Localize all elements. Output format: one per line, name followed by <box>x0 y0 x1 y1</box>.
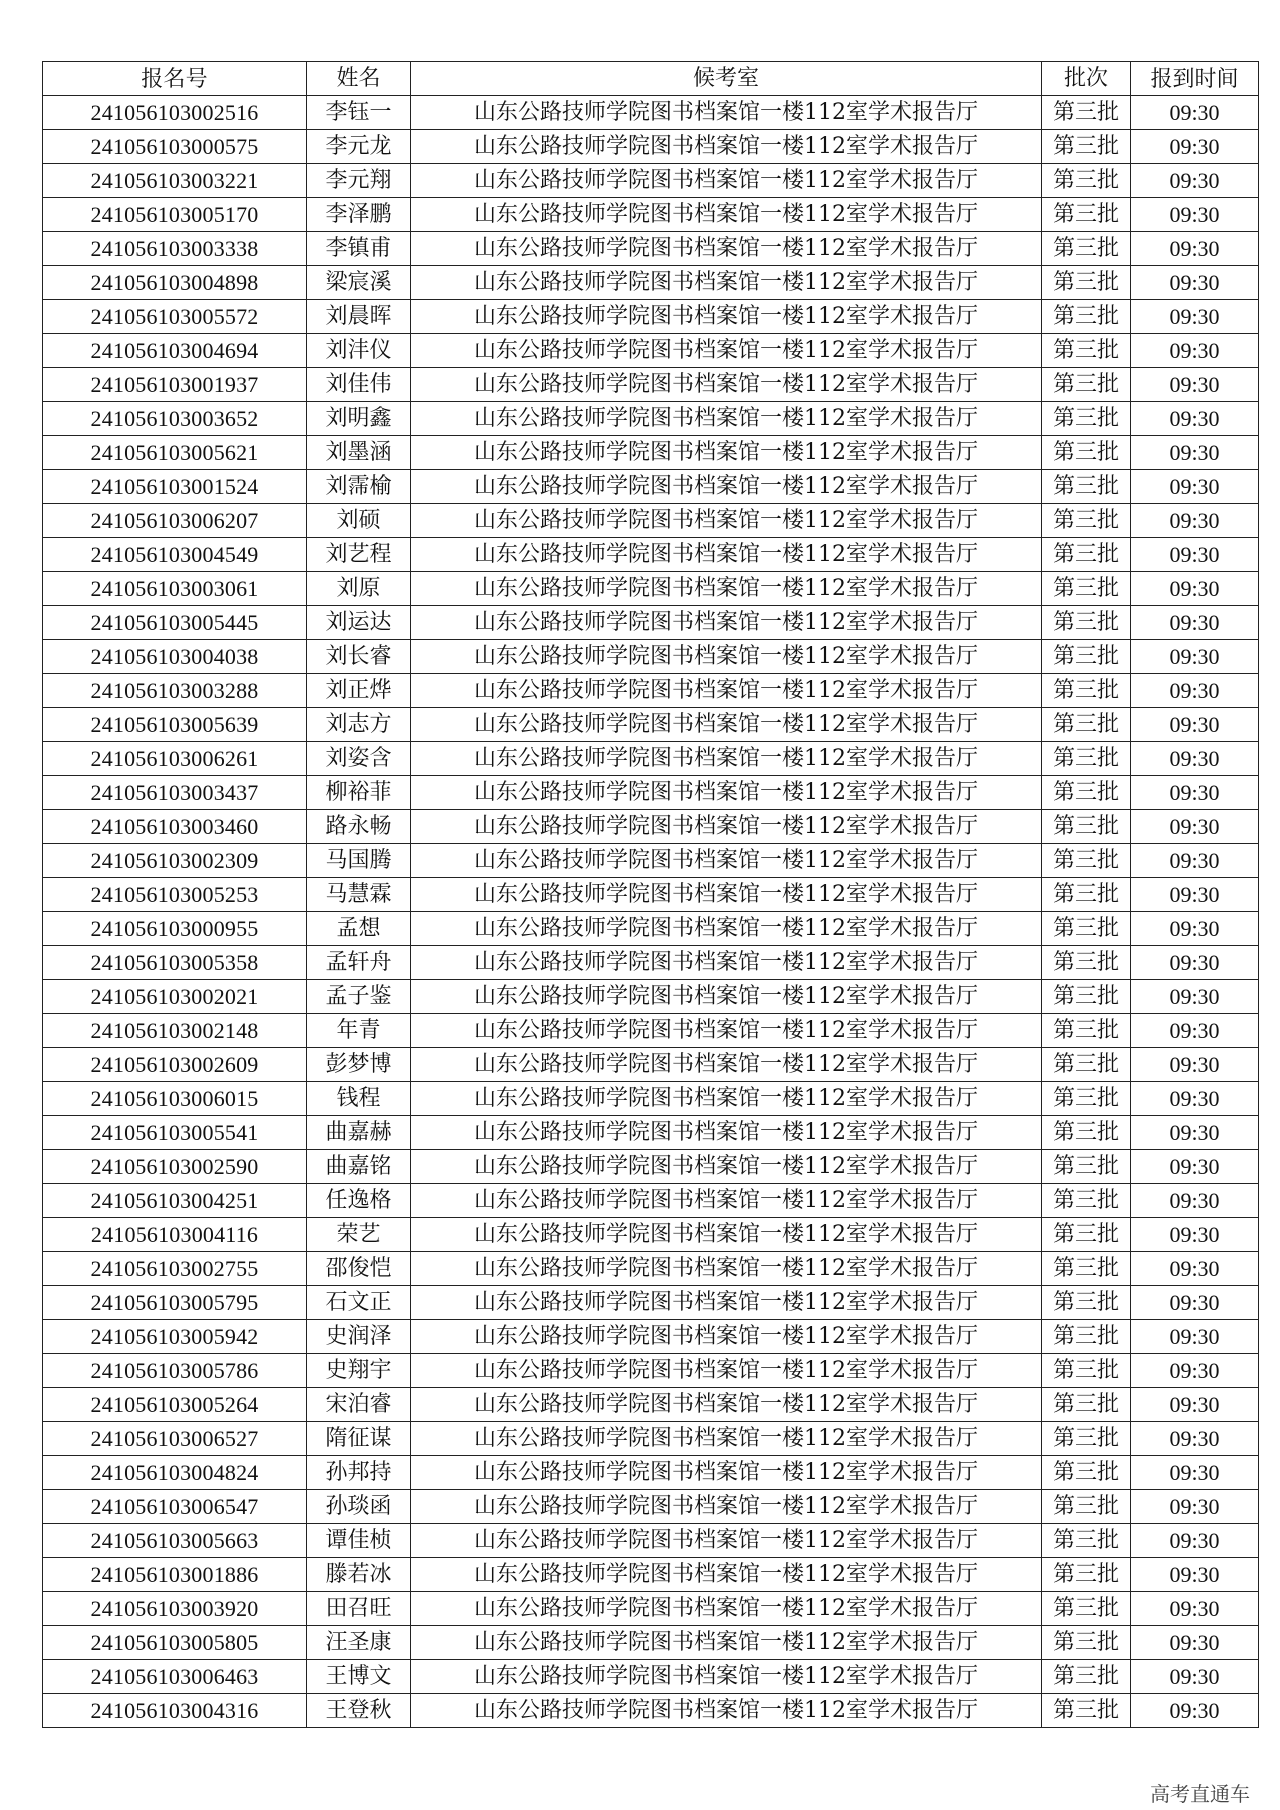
check-in-time-cell: 09:30 <box>1131 96 1259 130</box>
table-row <box>43 232 1259 266</box>
waiting-room-cell: 山东公路技师学院图书档案馆一楼112室学术报告厅 <box>411 844 1042 878</box>
batch-cell: 第三批 <box>1042 640 1131 674</box>
registration-number-cell: 241056103004824 <box>43 1456 307 1490</box>
waiting-room-cell: 山东公路技师学院图书档案馆一楼112室学术报告厅 <box>411 1388 1042 1422</box>
waiting-room-cell: 山东公路技师学院图书档案馆一楼112室学术报告厅 <box>411 1694 1042 1728</box>
batch-cell: 第三批 <box>1042 946 1131 980</box>
batch-cell: 第三批 <box>1042 912 1131 946</box>
batch-cell: 第三批 <box>1042 1660 1131 1694</box>
registration-number-cell: 241056103003338 <box>43 232 307 266</box>
name-cell: 刘姿含 <box>307 742 411 776</box>
name-cell: 任逸格 <box>307 1184 411 1218</box>
table-row <box>43 1626 1259 1660</box>
waiting-room-cell: 山东公路技师学院图书档案馆一楼112室学术报告厅 <box>411 1660 1042 1694</box>
waiting-room-cell: 山东公路技师学院图书档案馆一楼112室学术报告厅 <box>411 1048 1042 1082</box>
registration-number-cell: 241056103000955 <box>43 912 307 946</box>
table-row <box>43 1252 1259 1286</box>
name-cell: 李泽鹏 <box>307 198 411 232</box>
table-row <box>43 946 1259 980</box>
name-cell: 梁宸溪 <box>307 266 411 300</box>
batch-cell: 第三批 <box>1042 980 1131 1014</box>
batch-cell: 第三批 <box>1042 1048 1131 1082</box>
registration-number-cell: 241056103000575 <box>43 130 307 164</box>
table-row <box>43 334 1259 368</box>
registration-number-cell: 241056103005786 <box>43 1354 307 1388</box>
registration-number-cell: 241056103004038 <box>43 640 307 674</box>
check-in-time-cell: 09:30 <box>1131 1184 1259 1218</box>
registration-number-cell: 241056103002590 <box>43 1150 307 1184</box>
waiting-room-cell: 山东公路技师学院图书档案馆一楼112室学术报告厅 <box>411 402 1042 436</box>
check-in-time-cell: 09:30 <box>1131 1524 1259 1558</box>
check-in-time-cell: 09:30 <box>1131 164 1259 198</box>
table-row <box>43 1490 1259 1524</box>
name-cell: 邵俊恺 <box>307 1252 411 1286</box>
batch-cell: 第三批 <box>1042 538 1131 572</box>
batch-cell: 第三批 <box>1042 572 1131 606</box>
check-in-time-cell: 09:30 <box>1131 1592 1259 1626</box>
batch-cell: 第三批 <box>1042 1082 1131 1116</box>
batch-cell: 第三批 <box>1042 198 1131 232</box>
waiting-room-cell: 山东公路技师学院图书档案馆一楼112室学术报告厅 <box>411 1252 1042 1286</box>
batch-cell: 第三批 <box>1042 96 1131 130</box>
check-in-time-cell: 09:30 <box>1131 470 1259 504</box>
name-cell: 刘志方 <box>307 708 411 742</box>
registration-number-cell: 241056103003652 <box>43 402 307 436</box>
name-cell: 柳裕菲 <box>307 776 411 810</box>
table-row <box>43 742 1259 776</box>
batch-cell: 第三批 <box>1042 810 1131 844</box>
waiting-room-cell: 山东公路技师学院图书档案馆一楼112室学术报告厅 <box>411 1320 1042 1354</box>
name-cell: 李钰一 <box>307 96 411 130</box>
table-row <box>43 1082 1259 1116</box>
check-in-time-cell: 09:30 <box>1131 946 1259 980</box>
check-in-time-cell: 09:30 <box>1131 1626 1259 1660</box>
registration-number-cell: 241056103003460 <box>43 810 307 844</box>
registration-number-cell: 241056103004116 <box>43 1218 307 1252</box>
waiting-room-cell: 山东公路技师学院图书档案馆一楼112室学术报告厅 <box>411 538 1042 572</box>
check-in-time-cell: 09:30 <box>1131 1320 1259 1354</box>
batch-cell: 第三批 <box>1042 1116 1131 1150</box>
batch-cell: 第三批 <box>1042 334 1131 368</box>
batch-cell: 第三批 <box>1042 674 1131 708</box>
check-in-time-cell: 09:30 <box>1131 1660 1259 1694</box>
check-in-time-cell: 09:30 <box>1131 742 1259 776</box>
check-in-time-cell: 09:30 <box>1131 572 1259 606</box>
table-row <box>43 844 1259 878</box>
batch-cell: 第三批 <box>1042 130 1131 164</box>
registration-number-cell: 241056103004694 <box>43 334 307 368</box>
registration-number-cell: 241056103006527 <box>43 1422 307 1456</box>
name-cell: 刘运达 <box>307 606 411 640</box>
name-cell: 刘长睿 <box>307 640 411 674</box>
check-in-time-cell: 09:30 <box>1131 674 1259 708</box>
waiting-room-cell: 山东公路技师学院图书档案馆一楼112室学术报告厅 <box>411 946 1042 980</box>
waiting-room-cell: 山东公路技师学院图书档案馆一楼112室学术报告厅 <box>411 1116 1042 1150</box>
registration-number-cell: 241056103005572 <box>43 300 307 334</box>
table-row <box>43 878 1259 912</box>
table-row <box>43 368 1259 402</box>
name-cell: 李元翔 <box>307 164 411 198</box>
registration-number-cell: 241056103003061 <box>43 572 307 606</box>
check-in-time-cell: 09:30 <box>1131 810 1259 844</box>
batch-cell: 第三批 <box>1042 1490 1131 1524</box>
check-in-time-cell: 09:30 <box>1131 1014 1259 1048</box>
registration-number-cell: 241056103002609 <box>43 1048 307 1082</box>
name-cell: 刘沣仪 <box>307 334 411 368</box>
name-cell: 刘佳伟 <box>307 368 411 402</box>
check-in-time-cell: 09:30 <box>1131 1694 1259 1728</box>
registration-number-cell: 241056103006463 <box>43 1660 307 1694</box>
batch-cell: 第三批 <box>1042 436 1131 470</box>
table-row <box>43 1184 1259 1218</box>
name-cell: 曲嘉赫 <box>307 1116 411 1150</box>
table-row <box>43 606 1259 640</box>
registration-number-cell: 241056103006261 <box>43 742 307 776</box>
waiting-room-cell: 山东公路技师学院图书档案馆一楼112室学术报告厅 <box>411 980 1042 1014</box>
waiting-room-cell: 山东公路技师学院图书档案馆一楼112室学术报告厅 <box>411 1558 1042 1592</box>
header-batch: 批次 <box>1042 62 1131 96</box>
waiting-room-cell: 山东公路技师学院图书档案馆一楼112室学术报告厅 <box>411 436 1042 470</box>
name-cell: 史翔宇 <box>307 1354 411 1388</box>
registration-number-cell: 241056103003221 <box>43 164 307 198</box>
batch-cell: 第三批 <box>1042 266 1131 300</box>
waiting-room-cell: 山东公路技师学院图书档案馆一楼112室学术报告厅 <box>411 96 1042 130</box>
header-registration-number: 报名号 <box>43 62 307 96</box>
check-in-time-cell: 09:30 <box>1131 198 1259 232</box>
table-row <box>43 266 1259 300</box>
table-row <box>43 1320 1259 1354</box>
table-row <box>43 1014 1259 1048</box>
table-row <box>43 1592 1259 1626</box>
check-in-time-cell: 09:30 <box>1131 1354 1259 1388</box>
table-row <box>43 1660 1259 1694</box>
batch-cell: 第三批 <box>1042 1694 1131 1728</box>
check-in-time-cell: 09:30 <box>1131 1558 1259 1592</box>
header-waiting-room: 候考室 <box>411 62 1042 96</box>
waiting-room-cell: 山东公路技师学院图书档案馆一楼112室学术报告厅 <box>411 504 1042 538</box>
check-in-time-cell: 09:30 <box>1131 640 1259 674</box>
candidate-table <box>42 61 1259 1728</box>
registration-number-cell: 241056103005639 <box>43 708 307 742</box>
waiting-room-cell: 山东公路技师学院图书档案馆一楼112室学术报告厅 <box>411 198 1042 232</box>
check-in-time-cell: 09:30 <box>1131 1048 1259 1082</box>
batch-cell: 第三批 <box>1042 1456 1131 1490</box>
waiting-room-cell: 山东公路技师学院图书档案馆一楼112室学术报告厅 <box>411 300 1042 334</box>
batch-cell: 第三批 <box>1042 1388 1131 1422</box>
check-in-time-cell: 09:30 <box>1131 130 1259 164</box>
batch-cell: 第三批 <box>1042 878 1131 912</box>
name-cell: 田召旺 <box>307 1592 411 1626</box>
waiting-room-cell: 山东公路技师学院图书档案馆一楼112室学术报告厅 <box>411 878 1042 912</box>
waiting-room-cell: 山东公路技师学院图书档案馆一楼112室学术报告厅 <box>411 232 1042 266</box>
check-in-time-cell: 09:30 <box>1131 334 1259 368</box>
header-check-in-time: 报到时间 <box>1131 62 1259 96</box>
name-cell: 李镇甫 <box>307 232 411 266</box>
name-cell: 宋泊睿 <box>307 1388 411 1422</box>
batch-cell: 第三批 <box>1042 1218 1131 1252</box>
waiting-room-cell: 山东公路技师学院图书档案馆一楼112室学术报告厅 <box>411 1626 1042 1660</box>
name-cell: 王登秋 <box>307 1694 411 1728</box>
table-row <box>43 1456 1259 1490</box>
registration-number-cell: 241056103005264 <box>43 1388 307 1422</box>
registration-number-cell: 241056103002021 <box>43 980 307 1014</box>
waiting-room-cell: 山东公路技师学院图书档案馆一楼112室学术报告厅 <box>411 572 1042 606</box>
registration-number-cell: 241056103002755 <box>43 1252 307 1286</box>
waiting-room-cell: 山东公路技师学院图书档案馆一楼112室学术报告厅 <box>411 674 1042 708</box>
table-row <box>43 1388 1259 1422</box>
batch-cell: 第三批 <box>1042 470 1131 504</box>
check-in-time-cell: 09:30 <box>1131 708 1259 742</box>
registration-number-cell: 241056103002516 <box>43 96 307 130</box>
name-cell: 彭梦博 <box>307 1048 411 1082</box>
registration-number-cell: 241056103005942 <box>43 1320 307 1354</box>
table-row <box>43 96 1259 130</box>
table-row <box>43 1218 1259 1252</box>
waiting-room-cell: 山东公路技师学院图书档案馆一楼112室学术报告厅 <box>411 1490 1042 1524</box>
name-cell: 孙邦持 <box>307 1456 411 1490</box>
name-cell: 孙琰函 <box>307 1490 411 1524</box>
check-in-time-cell: 09:30 <box>1131 1286 1259 1320</box>
batch-cell: 第三批 <box>1042 368 1131 402</box>
table-row <box>43 1354 1259 1388</box>
batch-cell: 第三批 <box>1042 1626 1131 1660</box>
batch-cell: 第三批 <box>1042 606 1131 640</box>
waiting-room-cell: 山东公路技师学院图书档案馆一楼112室学术报告厅 <box>411 1354 1042 1388</box>
table-row <box>43 1524 1259 1558</box>
check-in-time-cell: 09:30 <box>1131 1456 1259 1490</box>
name-cell: 石文正 <box>307 1286 411 1320</box>
check-in-time-cell: 09:30 <box>1131 844 1259 878</box>
check-in-time-cell: 09:30 <box>1131 1422 1259 1456</box>
name-cell: 李元龙 <box>307 130 411 164</box>
name-cell: 刘墨涵 <box>307 436 411 470</box>
batch-cell: 第三批 <box>1042 1184 1131 1218</box>
name-cell: 孟子鉴 <box>307 980 411 1014</box>
watermark-text: 高考直通车 <box>1150 1782 1250 1806</box>
table-row <box>43 198 1259 232</box>
check-in-time-cell: 09:30 <box>1131 538 1259 572</box>
name-cell: 王博文 <box>307 1660 411 1694</box>
batch-cell: 第三批 <box>1042 1422 1131 1456</box>
registration-number-cell: 241056103005445 <box>43 606 307 640</box>
batch-cell: 第三批 <box>1042 300 1131 334</box>
table-row <box>43 776 1259 810</box>
waiting-room-cell: 山东公路技师学院图书档案馆一楼112室学术报告厅 <box>411 742 1042 776</box>
batch-cell: 第三批 <box>1042 232 1131 266</box>
waiting-room-cell: 山东公路技师学院图书档案馆一楼112室学术报告厅 <box>411 1218 1042 1252</box>
waiting-room-cell: 山东公路技师学院图书档案馆一楼112室学术报告厅 <box>411 1524 1042 1558</box>
check-in-time-cell: 09:30 <box>1131 504 1259 538</box>
batch-cell: 第三批 <box>1042 844 1131 878</box>
waiting-room-cell: 山东公路技师学院图书档案馆一楼112室学术报告厅 <box>411 606 1042 640</box>
registration-number-cell: 241056103004251 <box>43 1184 307 1218</box>
check-in-time-cell: 09:30 <box>1131 300 1259 334</box>
table-row <box>43 912 1259 946</box>
name-cell: 刘霈榆 <box>307 470 411 504</box>
table-row <box>43 1150 1259 1184</box>
table-row <box>43 980 1259 1014</box>
table-row <box>43 1116 1259 1150</box>
registration-number-cell: 241056103006547 <box>43 1490 307 1524</box>
registration-number-cell: 241056103006207 <box>43 504 307 538</box>
name-cell: 曲嘉铭 <box>307 1150 411 1184</box>
waiting-room-cell: 山东公路技师学院图书档案馆一楼112室学术报告厅 <box>411 1014 1042 1048</box>
table-body <box>43 96 1259 1728</box>
waiting-room-cell: 山东公路技师学院图书档案馆一楼112室学术报告厅 <box>411 1422 1042 1456</box>
header-name: 姓名 <box>307 62 411 96</box>
batch-cell: 第三批 <box>1042 1150 1131 1184</box>
table-row <box>43 674 1259 708</box>
table-row <box>43 1422 1259 1456</box>
registration-number-cell: 241056103005663 <box>43 1524 307 1558</box>
check-in-time-cell: 09:30 <box>1131 232 1259 266</box>
batch-cell: 第三批 <box>1042 1320 1131 1354</box>
table-row <box>43 436 1259 470</box>
table-row <box>43 538 1259 572</box>
registration-number-cell: 241056103004898 <box>43 266 307 300</box>
waiting-room-cell: 山东公路技师学院图书档案馆一楼112室学术报告厅 <box>411 1592 1042 1626</box>
name-cell: 隋征谋 <box>307 1422 411 1456</box>
check-in-time-cell: 09:30 <box>1131 606 1259 640</box>
waiting-room-cell: 山东公路技师学院图书档案馆一楼112室学术报告厅 <box>411 708 1042 742</box>
batch-cell: 第三批 <box>1042 1354 1131 1388</box>
batch-cell: 第三批 <box>1042 164 1131 198</box>
batch-cell: 第三批 <box>1042 402 1131 436</box>
check-in-time-cell: 09:30 <box>1131 266 1259 300</box>
registration-number-cell: 241056103005358 <box>43 946 307 980</box>
check-in-time-cell: 09:30 <box>1131 402 1259 436</box>
table-row <box>43 1048 1259 1082</box>
waiting-room-cell: 山东公路技师学院图书档案馆一楼112室学术报告厅 <box>411 164 1042 198</box>
batch-cell: 第三批 <box>1042 1286 1131 1320</box>
batch-cell: 第三批 <box>1042 1252 1131 1286</box>
registration-number-cell: 241056103001937 <box>43 368 307 402</box>
registration-number-cell: 241056103001524 <box>43 470 307 504</box>
waiting-room-cell: 山东公路技师学院图书档案馆一楼112室学术报告厅 <box>411 776 1042 810</box>
table-row <box>43 504 1259 538</box>
table-row <box>43 640 1259 674</box>
check-in-time-cell: 09:30 <box>1131 436 1259 470</box>
check-in-time-cell: 09:30 <box>1131 912 1259 946</box>
batch-cell: 第三批 <box>1042 1524 1131 1558</box>
waiting-room-cell: 山东公路技师学院图书档案馆一楼112室学术报告厅 <box>411 1082 1042 1116</box>
table-row <box>43 810 1259 844</box>
name-cell: 刘原 <box>307 572 411 606</box>
waiting-room-cell: 山东公路技师学院图书档案馆一楼112室学术报告厅 <box>411 266 1042 300</box>
check-in-time-cell: 09:30 <box>1131 878 1259 912</box>
table-row <box>43 1558 1259 1592</box>
batch-cell: 第三批 <box>1042 1558 1131 1592</box>
registration-number-cell: 241056103005795 <box>43 1286 307 1320</box>
registration-number-cell: 241056103006015 <box>43 1082 307 1116</box>
check-in-time-cell: 09:30 <box>1131 1082 1259 1116</box>
table-row <box>43 1694 1259 1728</box>
check-in-time-cell: 09:30 <box>1131 980 1259 1014</box>
table-row <box>43 300 1259 334</box>
table-row <box>43 402 1259 436</box>
check-in-time-cell: 09:30 <box>1131 776 1259 810</box>
name-cell: 汪圣康 <box>307 1626 411 1660</box>
name-cell: 马慧霖 <box>307 878 411 912</box>
check-in-time-cell: 09:30 <box>1131 1218 1259 1252</box>
waiting-room-cell: 山东公路技师学院图书档案馆一楼112室学术报告厅 <box>411 1184 1042 1218</box>
waiting-room-cell: 山东公路技师学院图书档案馆一楼112室学术报告厅 <box>411 912 1042 946</box>
waiting-room-cell: 山东公路技师学院图书档案馆一楼112室学术报告厅 <box>411 334 1042 368</box>
batch-cell: 第三批 <box>1042 708 1131 742</box>
waiting-room-cell: 山东公路技师学院图书档案馆一楼112室学术报告厅 <box>411 640 1042 674</box>
batch-cell: 第三批 <box>1042 504 1131 538</box>
check-in-time-cell: 09:30 <box>1131 1490 1259 1524</box>
table-row <box>43 1286 1259 1320</box>
name-cell: 刘晨晖 <box>307 300 411 334</box>
registration-number-cell: 241056103005541 <box>43 1116 307 1150</box>
name-cell: 刘明鑫 <box>307 402 411 436</box>
waiting-room-cell: 山东公路技师学院图书档案馆一楼112室学术报告厅 <box>411 130 1042 164</box>
name-cell: 年青 <box>307 1014 411 1048</box>
registration-number-cell: 241056103005253 <box>43 878 307 912</box>
registration-number-cell: 241056103004549 <box>43 538 307 572</box>
table-row <box>43 708 1259 742</box>
check-in-time-cell: 09:30 <box>1131 1252 1259 1286</box>
registration-number-cell: 241056103003920 <box>43 1592 307 1626</box>
registration-number-cell: 241056103005170 <box>43 198 307 232</box>
waiting-room-cell: 山东公路技师学院图书档案馆一楼112室学术报告厅 <box>411 368 1042 402</box>
registration-number-cell: 241056103005621 <box>43 436 307 470</box>
table-row <box>43 130 1259 164</box>
table-row <box>43 572 1259 606</box>
name-cell: 滕若冰 <box>307 1558 411 1592</box>
name-cell: 马国腾 <box>307 844 411 878</box>
waiting-room-cell: 山东公路技师学院图书档案馆一楼112室学术报告厅 <box>411 470 1042 504</box>
name-cell: 孟轩舟 <box>307 946 411 980</box>
batch-cell: 第三批 <box>1042 1592 1131 1626</box>
waiting-room-cell: 山东公路技师学院图书档案馆一楼112室学术报告厅 <box>411 810 1042 844</box>
table-row <box>43 164 1259 198</box>
waiting-room-cell: 山东公路技师学院图书档案馆一楼112室学术报告厅 <box>411 1456 1042 1490</box>
check-in-time-cell: 09:30 <box>1131 1388 1259 1422</box>
name-cell: 刘硕 <box>307 504 411 538</box>
name-cell: 钱程 <box>307 1082 411 1116</box>
batch-cell: 第三批 <box>1042 1014 1131 1048</box>
registration-number-cell: 241056103005805 <box>43 1626 307 1660</box>
name-cell: 史润泽 <box>307 1320 411 1354</box>
name-cell: 刘艺程 <box>307 538 411 572</box>
check-in-time-cell: 09:30 <box>1131 1150 1259 1184</box>
name-cell: 谭佳桢 <box>307 1524 411 1558</box>
registration-number-cell: 241056103003288 <box>43 674 307 708</box>
name-cell: 路永畅 <box>307 810 411 844</box>
check-in-time-cell: 09:30 <box>1131 1116 1259 1150</box>
batch-cell: 第三批 <box>1042 776 1131 810</box>
waiting-room-cell: 山东公路技师学院图书档案馆一楼112室学术报告厅 <box>411 1286 1042 1320</box>
check-in-time-cell: 09:30 <box>1131 368 1259 402</box>
name-cell: 荣艺 <box>307 1218 411 1252</box>
registration-number-cell: 241056103002309 <box>43 844 307 878</box>
name-cell: 孟想 <box>307 912 411 946</box>
table-row <box>43 470 1259 504</box>
registration-number-cell: 241056103004316 <box>43 1694 307 1728</box>
registration-number-cell: 241056103002148 <box>43 1014 307 1048</box>
waiting-room-cell: 山东公路技师学院图书档案馆一楼112室学术报告厅 <box>411 1150 1042 1184</box>
registration-number-cell: 241056103001886 <box>43 1558 307 1592</box>
batch-cell: 第三批 <box>1042 742 1131 776</box>
name-cell: 刘正烨 <box>307 674 411 708</box>
table-header-row <box>43 62 1259 96</box>
registration-number-cell: 241056103003437 <box>43 776 307 810</box>
